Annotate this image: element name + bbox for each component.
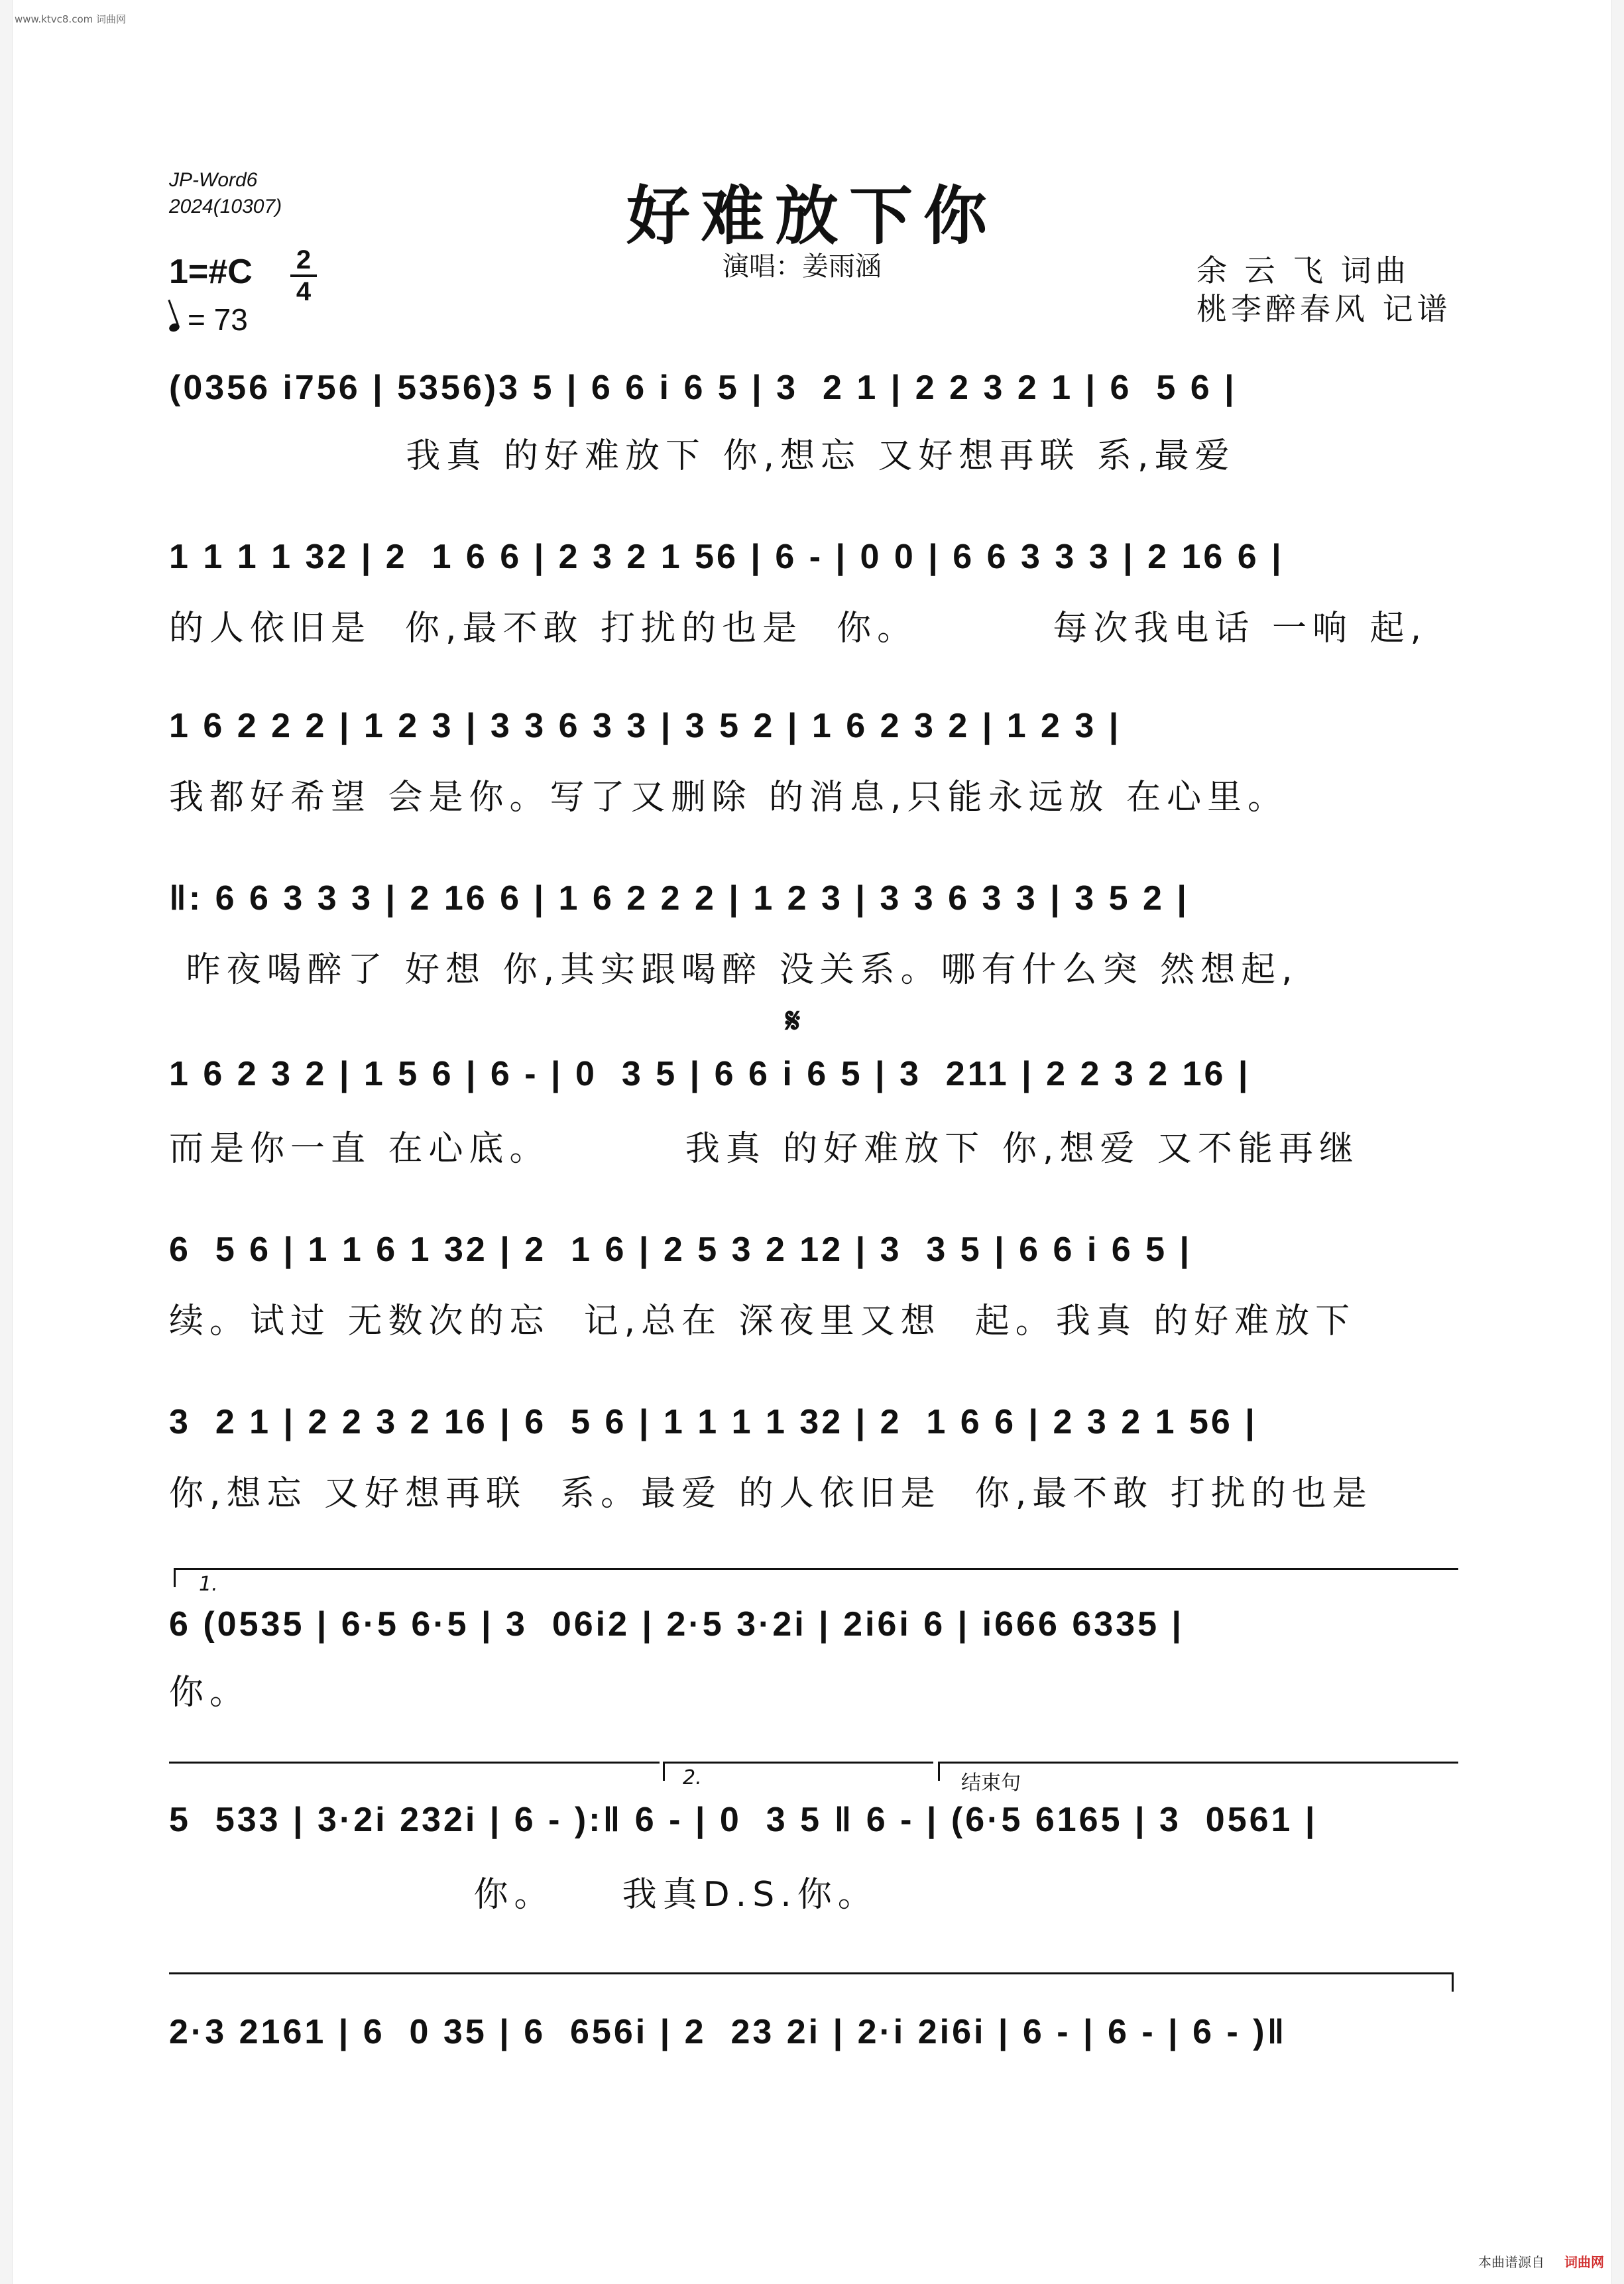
footer bbox=[1478, 2252, 1604, 2271]
score-line-10: 2·3 2161 | 6 0 35 | 6 656i | 2 23 2i | 2·i 2i6i | 6 - | 6 - | 6 - )‖ bbox=[169, 2013, 1287, 2051]
lyric-line-2: 的人依旧是 你,最不敢 打扰的也是 你。 每次我电话 一响 起, bbox=[169, 609, 1427, 648]
quarter-note-icon bbox=[168, 322, 180, 333]
score-line-1: (0356 i756 | 5356)3 5 | 6 6 i 6 5 | 3 2 1 | 2 2 3 2 1 | 6 5 6 | bbox=[169, 369, 1237, 407]
score-line-3: 1 6 2 2 2 | 1 2 3 | 3 3 6 3 3 | 3 5 2 | 1 6 2 3 2 | 1 2 3 | bbox=[169, 707, 1122, 745]
score-line-7: 3 2 1 | 2 2 3 2 16 | 6 5 6 | 1 1 1 1 32 | 2 1 6 6 | 2 3 2 1 56 | bbox=[169, 1403, 1257, 1441]
lyric-line-8: 你。 bbox=[169, 1673, 251, 1713]
lyric-line-1: 我真 的好难放下 你,想忘 又好想再联 系,最爱 bbox=[169, 436, 1236, 476]
second-ending-bracket bbox=[663, 1762, 933, 1781]
tempo-marking bbox=[169, 302, 248, 337]
left-margin-strip bbox=[0, 0, 13, 2284]
score-line-6: 6 5 6 | 1 1 6 1 32 | 2 1 6 | 2 5 3 2 12 | 3 3 5 | 6 6 i 6 5 | bbox=[169, 1231, 1192, 1269]
time-signature-bottom: 4 bbox=[296, 277, 312, 306]
footer-source-label: 本曲谱源自 bbox=[1478, 2254, 1544, 2270]
time-signature-top: 2 bbox=[296, 245, 312, 274]
first-ending-label: 1. bbox=[199, 1573, 218, 1596]
score-line-9: 5 533 | 3·2i 232i | 6 - ):‖ 6 - | 0 3 5 ‖ 6 - | (6·5 6165 | 3 0561 | bbox=[169, 1801, 1318, 1839]
score-line-2: 1 1 1 1 32 | 2 1 6 6 | 2 3 2 1 56 | 6 - | 0 0 | 6 6 3 3 3 | 2 16 6 | bbox=[169, 538, 1284, 576]
lyric-line-9: 你。 我真D.S.你。 bbox=[169, 1875, 878, 1915]
lyric-line-3: 我都好希望 会是你。写了又删除 的消息,只能永远放 在心里。 bbox=[169, 778, 1289, 817]
coda-label: 结束句 bbox=[961, 1772, 1021, 1795]
key-signature: 1=#C bbox=[169, 253, 253, 291]
singer: 演唱：姜雨涵 bbox=[723, 251, 882, 282]
score-line-8: 6 (0535 | 6·5 6·5 | 3 06i2 | 2·5 3·2i | 2i6i 6 | i666 6335 | bbox=[169, 1605, 1184, 1644]
lyric-line-7: 你,想忘 又好想再联 系。最爱 的人依旧是 你,最不敢 打扰的也是 bbox=[169, 1474, 1373, 1514]
composer-credit: 余 云 飞 词曲 bbox=[1196, 253, 1410, 288]
score-line-5: 1 6 2 3 2 | 1 5 6 | 6 - | 0 3 5 | 6 6 i 6 5 | 3 211 | 2 2 3 2 16 | bbox=[169, 1055, 1251, 1093]
first-ending-continuation-line bbox=[169, 1762, 660, 1764]
footer-brand: 词曲网 bbox=[1564, 2254, 1604, 2270]
tempo-value: = 73 bbox=[188, 302, 248, 337]
lyric-line-6: 续。试过 无数次的忘 记,总在 深夜里又想 起。我真 的好难放下 bbox=[169, 1301, 1356, 1341]
site-tag: www.ktvc8.com 词曲网 bbox=[15, 13, 127, 25]
lyric-line-5: 而是你一直 在心底。 我真 的好难放下 你,想爱 又不能再继 bbox=[169, 1129, 1360, 1169]
transcriber-credit: 桃李醉春风 记谱 bbox=[1196, 291, 1452, 327]
second-ending-label: 2. bbox=[683, 1766, 702, 1789]
software-version: 2024(10307) bbox=[169, 196, 282, 217]
first-ending-bracket bbox=[174, 1568, 1458, 1587]
final-line-bracket bbox=[169, 1972, 1454, 1992]
software-name: JP-Word6 bbox=[169, 169, 258, 191]
time-signature bbox=[290, 247, 317, 305]
score-line-4: ‖: 6 6 3 3 3 | 2 16 6 | 1 6 2 2 2 | 1 2 3 | 3 3 6 3 3 | 3 5 2 | bbox=[169, 879, 1189, 918]
right-margin-strip bbox=[1611, 0, 1624, 2284]
segno-sign: 𝄋 bbox=[785, 1001, 801, 1041]
song-title: 好难放下你 bbox=[626, 178, 998, 253]
lyric-line-4: 昨夜喝醉了 好想 你,其实跟喝醉 没关系。哪有什么突 然想起, bbox=[169, 950, 1299, 990]
